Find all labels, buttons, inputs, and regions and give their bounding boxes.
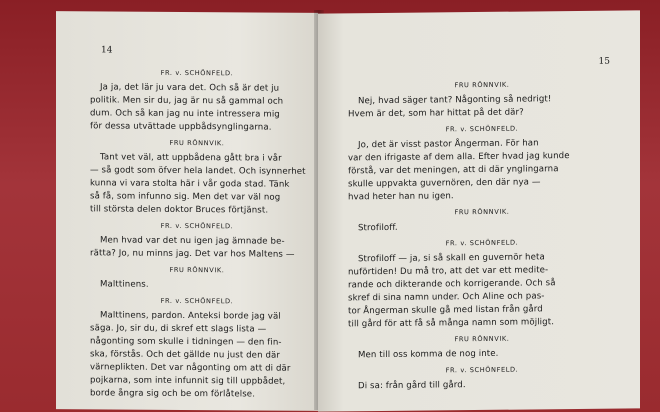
text-line: Ja ja, det lär ju vara det. Och så är det ju: [100, 82, 280, 94]
text-line: Di sa: från gård till gård.: [358, 380, 466, 392]
text-line: Jo, det är visst pastor Ångerman. För han: [358, 138, 539, 151]
text-line: rande och dikterande och korrigerande. Och så: [348, 278, 556, 291]
dialogue-block: [90, 295, 304, 401]
dialogue-text: [90, 151, 304, 217]
dialogue-text: [90, 309, 304, 401]
dialogue-block: [348, 237, 616, 332]
dialogue-text: [348, 378, 616, 394]
text-line: borde ångra sig och be om förlåtelse.: [90, 388, 256, 400]
speaker-name: FR. v. SCHÖNFELD.: [160, 296, 234, 306]
text-line: politik. Men sir du, jag är nu så gammal och: [90, 95, 284, 107]
dialogue-block: [90, 137, 304, 217]
speaker-name: FR. v. SCHÖNFELD.: [445, 238, 519, 248]
dialogue-block: [348, 333, 616, 363]
dialogue-block: [90, 264, 304, 292]
text-line: Men hvad var det nu igen jag ämnade be-: [100, 235, 285, 247]
text-line: Strofiloff.: [358, 222, 398, 234]
text-line: till gård för att få så många namn som möjligt.: [348, 317, 555, 330]
dialogue-text: [348, 220, 616, 236]
text-line: hvad heter han nu igen.: [348, 191, 454, 203]
text-line: förstå, var det meningen, att di där ynglingarna: [348, 164, 559, 177]
text-line: dum. Och så kan jag nu inte intressera mig: [90, 108, 280, 120]
text-line: var den ifrigaste af dem alla. Efter hvad jag kunde: [348, 151, 570, 164]
text-line: någonting som skulle i tidningen — den fin-: [90, 336, 282, 348]
text-line: — så godt som öfver hela landet. Och isynnerhet: [90, 165, 306, 177]
dialogue-text: [348, 251, 616, 332]
dialogue-text: [348, 347, 616, 363]
right-page: [318, 10, 640, 411]
speaker-name: FR. v. SCHÖNFELD.: [445, 365, 519, 375]
text-line: kunna vi vara stolta här i vår goda stad. Tänk: [90, 178, 290, 190]
text-line: Nej, hvad säger tant? Någonting så nedrigt!: [358, 94, 552, 107]
text-line: till största delen doktor Bruces förtjänst.: [90, 204, 269, 216]
text-line: Strofiloff — ja, si så skall en guvernör heta: [358, 252, 545, 265]
text-line: pojkarna, som inte infunnit sig till uppbådet,: [90, 375, 286, 387]
text-line: nuförtiden! Du må tro, att det var ett medite-: [348, 265, 549, 278]
text-line: tor Ångerman skulle gå med listan från gård: [348, 304, 543, 317]
dialogue-block: [348, 79, 616, 122]
dialogue-text: [348, 93, 616, 122]
speaker-name: FRU RÖNNVIK.: [454, 334, 510, 344]
dialogue-block: [348, 123, 616, 205]
text-line: rätta? Jo, nu minns jag. Det var hos Maltens —: [90, 248, 295, 260]
page-text: [348, 75, 616, 396]
text-line: för dessa utvättade uppbådsynglingarna.: [90, 121, 272, 133]
text-line: Hvem är det, som har hittat på det där?: [348, 107, 524, 120]
speaker-name: FR. v. SCHÖNFELD.: [445, 124, 519, 134]
page-number: 14: [101, 45, 113, 56]
dialogue-block: [348, 206, 616, 236]
text-line: skref di sina namn under. Och Aline och pas-: [348, 291, 545, 304]
text-line: Tant vet väl, att uppbådena gått bra i vår: [100, 152, 282, 164]
dialogue-block: [348, 364, 616, 394]
dialogue-text: [348, 137, 616, 205]
text-line: skulle uppvakta guvernören, den där nya —: [348, 177, 541, 190]
dialogue-text: [90, 81, 304, 134]
dialogue-block: [90, 67, 304, 134]
speaker-name: FRU RÖNNVIK.: [454, 207, 510, 217]
text-line: Men till oss komma de nog inte.: [358, 348, 499, 361]
text-line: Malttinens, pardon. Anteksi borde jag väl: [100, 310, 281, 322]
text-line: värneplikten. Det var någonting om att di där: [90, 362, 291, 374]
speaker-name: FRU RÖNNVIK.: [454, 80, 510, 90]
text-line: ska, förstås. Och det gällde nu just den där: [90, 349, 280, 361]
speaker-name: FR. v. SCHÖNFELD.: [160, 221, 234, 231]
speaker-name: FR. v. SCHÖNFELD.: [160, 68, 234, 78]
speaker-name: FRU RÖNNVIK.: [169, 138, 225, 148]
page-text: [90, 63, 304, 403]
dialogue-text: [90, 278, 304, 292]
text-line: Malttinens.: [100, 279, 149, 290]
text-line: säga. Jo, sir du, di skref ett slags lista —: [90, 323, 267, 335]
page-number: 15: [598, 56, 610, 67]
text-line: så få, som infunno sig. Men det var väl nog: [90, 191, 281, 203]
dialogue-text: [90, 234, 304, 261]
left-page: [56, 11, 318, 411]
speaker-name: FRU RÖNNVIK.: [169, 265, 225, 275]
dialogue-block: [90, 220, 304, 261]
